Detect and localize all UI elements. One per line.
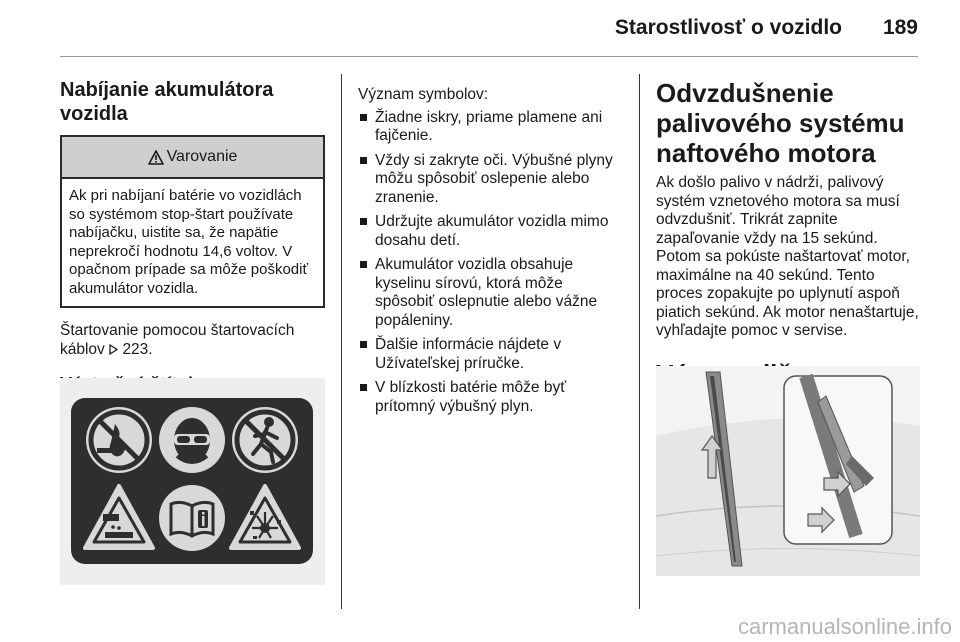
manual-icon	[159, 485, 225, 551]
bullet-icon	[360, 341, 367, 348]
jump-start-text: Štartovanie pomocou štartovacích káblov	[60, 322, 295, 358]
warning-signs	[71, 398, 313, 564]
page-reference-icon	[109, 344, 118, 355]
no-fire-smoking-icon	[86, 407, 152, 473]
bullet-icon	[360, 218, 367, 225]
warning-box	[60, 135, 325, 308]
section-title-fuel-bleeding: Odvzdušnenie palivového systému naftového motora	[656, 78, 905, 168]
inset-detail-icon	[784, 376, 892, 544]
section-title-battery-charging: Nabíjanie akumulátora vozidla	[60, 79, 274, 125]
column-divider-right	[639, 74, 640, 609]
list-item-text: Ďalšie informácie nájdete v Užívateľskej príručke.	[375, 336, 562, 372]
bullet-icon	[360, 261, 367, 268]
warning-label: Varovanie	[166, 148, 238, 165]
eye-protection-icon	[159, 407, 225, 473]
explosive-gas-icon	[231, 486, 299, 548]
fuel-bleeding-text: Ak došlo palivo v nádrži, palivový systém vznetového motora sa musí odvzdušniť. Trikrát zapnite zapaľovanie vždy na 15 sekúnd. Potom sa pokúste naštartovať motor, maximálne na 40 sekúnd. Tento proces zopakujte po uplynutí aspoň piatich sekúnd. Ak motor nenaštartuje, vyhľadajte pomoc v servise.	[656, 174, 919, 339]
header-rule	[60, 56, 918, 57]
column-battery-charging	[60, 78, 325, 395]
list-item-text: V blízkosti batérie môže byť prítomný výbušný plyn.	[375, 379, 567, 415]
list-item	[358, 152, 626, 208]
bullet-icon	[360, 384, 367, 391]
list-item	[358, 379, 626, 416]
keep-children-away-icon	[232, 407, 298, 473]
list-item-text: Akumulátor vozidla obsahuje kyselinu sírovú, ktorá môže spôsobiť oslepnutie alebo vážne popáleniny.	[375, 256, 598, 329]
page-number: 189	[882, 16, 918, 39]
column-symbol-meanings	[358, 86, 626, 422]
warning-text: Ak pri nabíjaní batérie vo vozidlách so systémom stop-štart používate nabíjačku, uistite sa, že napätie neprekročí hodnotu 14,6 voltov. V opačnom prípade sa môže poškodiť akumulátor vozidla.	[69, 187, 309, 297]
list-item	[358, 213, 626, 250]
warning-triangle-icon	[148, 150, 164, 165]
warning-label-image	[60, 378, 325, 585]
jump-start-paragraph	[60, 322, 325, 359]
list-item	[358, 336, 626, 373]
symbols-list	[358, 109, 626, 417]
list-item	[358, 256, 626, 330]
list-item-text: Udržujte akumulátor vozidla mimo dosahu detí.	[375, 213, 609, 249]
warning-header	[62, 137, 323, 179]
bullet-icon	[360, 114, 367, 121]
page-header-title: Starostlivosť o vozidlo	[614, 16, 842, 39]
list-item	[358, 109, 626, 146]
bullet-icon	[360, 157, 367, 164]
warning-sign-board	[71, 398, 313, 564]
acid-warning-icon	[85, 486, 153, 548]
symbols-intro: Význam symbolov:	[358, 86, 489, 103]
wiper-blade-illustration	[656, 366, 920, 576]
column-divider-left	[341, 74, 342, 609]
list-item-text: Vždy si zakryte oči. Výbušné plyny môžu spôsobiť oslepenie alebo zranenie.	[375, 151, 613, 206]
jump-start-page-link[interactable]: 223.	[122, 340, 153, 358]
list-item-text: Žiadne iskry, priame plamene ani fajčenie.	[375, 108, 603, 144]
watermark: carmanualsonline.info	[737, 614, 952, 639]
